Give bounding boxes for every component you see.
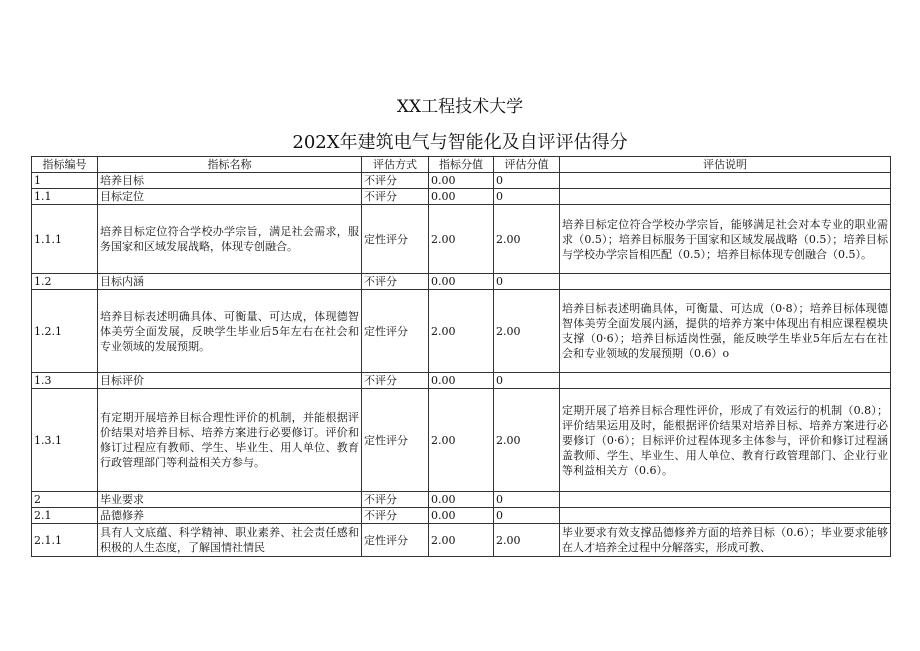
cell-name: 培养目标定位符合学校办学宗旨，满足社会需求，服务国家和区域发展战略，体现专创融合。 xyxy=(98,205,362,274)
cell-desc xyxy=(560,508,891,524)
cell-name: 毕业要求 xyxy=(98,492,362,508)
cell-score: 2.00 xyxy=(429,389,494,492)
school-name: XX工程技术大学 xyxy=(396,97,524,117)
cell-score: 0.00 xyxy=(429,274,494,290)
cell-method: 定性评分 xyxy=(362,389,429,492)
cell-score: 2.00 xyxy=(429,524,494,557)
cell-name: 目标评价 xyxy=(98,373,362,389)
cell-eval: 0 xyxy=(494,508,560,524)
header-eval-method: 评估方式 xyxy=(362,157,429,173)
cell-score: 0.00 xyxy=(429,508,494,524)
cell-eval: 2.00 xyxy=(494,205,560,274)
cell-score: 2.00 xyxy=(429,290,494,373)
cell-method: 不评分 xyxy=(362,173,429,189)
cell-eval: 2.00 xyxy=(494,290,560,373)
cell-eval: 2.00 xyxy=(494,524,560,557)
cell-id: 1.3 xyxy=(32,373,98,389)
header-indicator-id: 指标编号 xyxy=(32,157,98,173)
cell-desc xyxy=(560,173,891,189)
cell-method: 不评分 xyxy=(362,508,429,524)
cell-method: 不评分 xyxy=(362,274,429,290)
cell-name: 目标内涵 xyxy=(98,274,362,290)
cell-desc: 定期开展了培养目标合理性评价，形成了有效运行的机制（0.8）；评价结果运用及时，能根据评价结果对培养目标、培养方案进行必要修订（0·6）；目标评价过程体现多主体参与，评价和修订过程涵盖教师、学生、毕业生、用人单位、教育行政管理部门、企业行业等利益相关方（0.6）。 xyxy=(560,389,891,492)
cell-id: 1 xyxy=(32,173,98,189)
cell-method: 不评分 xyxy=(362,373,429,389)
cell-id: 2 xyxy=(32,492,98,508)
cell-eval: 0 xyxy=(494,189,560,205)
cell-eval: 0 xyxy=(494,492,560,508)
table-row xyxy=(32,389,891,492)
cell-desc: 培养目标表述明确具体，可衡量、可达成（0·8）；培养目标体现德智体美劳全面发展内涵，提供的培养方案中体现出有相应课程模块支撑（0·6）；培养目标适岗性强，能反映学生毕业5年后左右在社会和专业领域的发展预期（0.6）o xyxy=(560,290,891,373)
header-eval-score: 评估分值 xyxy=(494,157,560,173)
cell-desc xyxy=(560,492,891,508)
cell-desc xyxy=(560,189,891,205)
cell-method: 定性评分 xyxy=(362,290,429,373)
cell-name: 目标定位 xyxy=(98,189,362,205)
cell-eval: 0 xyxy=(494,373,560,389)
cell-method: 定性评分 xyxy=(362,524,429,557)
table-row xyxy=(32,274,891,290)
table-row xyxy=(32,290,891,373)
cell-desc xyxy=(560,373,891,389)
cell-method: 定性评分 xyxy=(362,205,429,274)
cell-desc xyxy=(560,274,891,290)
cell-id: 1.2.1 xyxy=(32,290,98,373)
cell-score: 0.00 xyxy=(429,492,494,508)
cell-id: 2.1 xyxy=(32,508,98,524)
cell-score: 0.00 xyxy=(429,189,494,205)
table-row xyxy=(32,524,891,557)
table-row xyxy=(32,205,891,274)
table-row xyxy=(32,508,891,524)
cell-method: 不评分 xyxy=(362,492,429,508)
cell-method: 不评分 xyxy=(362,189,429,205)
cell-id: 2.1.1 xyxy=(32,524,98,557)
cell-eval: 0 xyxy=(494,173,560,189)
table-row xyxy=(32,189,891,205)
cell-id: 1.1 xyxy=(32,189,98,205)
table-row xyxy=(32,173,891,189)
cell-score: 2.00 xyxy=(429,205,494,274)
cell-id: 1.2 xyxy=(32,274,98,290)
cell-name: 有定期开展培养目标合理性评价的机制，并能根据评价结果对培养目标、培养方案进行必要修订。评价和修订过程应有教师、学生、毕业生、用人单位、教育行政管理部门等利益相关方参与。 xyxy=(98,389,362,492)
cell-eval: 2.00 xyxy=(494,389,560,492)
cell-name: 培养目标表述明确具体、可衡量、可达成，体现德智体美劳全面发展，反映学生毕业后5年左右在社会和专业领域的发展预期。 xyxy=(98,290,362,373)
table-row xyxy=(32,492,891,508)
header-indicator-score: 指标分值 xyxy=(429,157,494,173)
cell-desc: 毕业要求有效支撑品德修养方面的培养目标（0.6）；毕业要求能够在人才培养全过程中分解落实，形成可教、 xyxy=(560,524,891,557)
table-row xyxy=(32,373,891,389)
header-eval-description: 评估说明 xyxy=(560,157,891,173)
evaluation-table xyxy=(31,156,891,557)
cell-id: 1.3.1 xyxy=(32,389,98,492)
cell-name: 具有人文底蕴、科学精神、职业素养、社会责任感和积极的人生态度，了解国情社情民 xyxy=(98,524,362,557)
cell-desc: 培养目标定位符合学校办学宗旨，能够满足社会对本专业的职业需求（0.5）；培养目标服务于国家和区域发展战略（0.5）；培养目标与学校办学宗旨相匹配（0.5）；培养目标体现专创融合（0.5）。 xyxy=(560,205,891,274)
cell-score: 0.00 xyxy=(429,373,494,389)
cell-name: 品德修养 xyxy=(98,508,362,524)
cell-score: 0.00 xyxy=(429,173,494,189)
table-header-row xyxy=(32,157,891,173)
document-title: 202X年建筑电气与智能化及自评评估得分 xyxy=(292,132,628,153)
cell-eval: 0 xyxy=(494,274,560,290)
header-indicator-name: 指标名称 xyxy=(98,157,362,173)
cell-id: 1.1.1 xyxy=(32,205,98,274)
cell-name: 培养目标 xyxy=(98,173,362,189)
